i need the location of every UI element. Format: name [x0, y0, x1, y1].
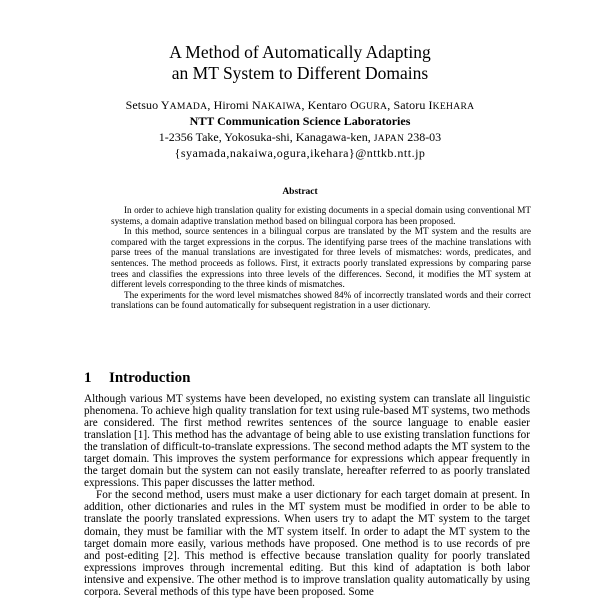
abstract-paragraph: The experiments for the word level mismatches showed 84% of incorrectly translated words and their correct translations can be found automatically for subsequent registration in a user dictionary. — [111, 289, 531, 311]
section-number: 1 — [84, 370, 92, 386]
author: Kentaro OGURA — [307, 98, 388, 112]
section-heading — [84, 370, 190, 387]
author: Hiromi NAKAIWA — [213, 98, 302, 112]
author: Setsuo YAMADA — [125, 98, 208, 112]
author-list: Setsuo YAMADA, Hiromi NAKAIWA, Kentaro OGURA, Satoru IKEHARA — [125, 98, 475, 112]
abstract-body — [111, 205, 531, 311]
address: 1-2356 Take, Yokosuka-shi, Kanagawa-ken, JAPAN 238-03 — [158, 130, 442, 144]
body-paragraph: Although various MT systems have been developed, no existing system can translate all linguistic phenomena. To achieve high quality translation for text using rule-based MT systems, two methods are considered. The first method rewrites sentences of the source language to enable easier translation [1]. This method has the advantage of being able to use existing translation functions for the translation of difficult-to-translate expressions. The second method adapts the MT system to the target domain. This improves the system performance for expressions which appear frequently in the target domain but the system can not easily translate, hereafter referred to as poorly translated expressions. This paper discusses the latter method. — [84, 393, 530, 490]
section-title: Introduction — [109, 370, 191, 386]
body-text — [84, 393, 530, 598]
abstract-paragraph: In this method, source sentences in a bilingual corpus are translated by the MT system and the results are compared with the target expressions in the corpus. The identifying parse trees of the machine translations with parse trees of the manual translations are investigated for three levels of mismatches: words, predicates, and sentences. The method proceeds as follows. First, it extracts poorly translated expressions by comparing parse trees and classifies the expressions into three levels of the differences. Second, it modifies the MT system at different levels corresponding to the three kinds of mismatches. — [111, 226, 531, 290]
author: Satoru IKEHARA — [393, 98, 475, 112]
abstract-heading: Abstract — [282, 187, 318, 197]
title-line-2: an MT System to Different Domains — [171, 63, 429, 83]
affiliation: NTT Communication Science Laboratories — [189, 114, 411, 128]
paper-title — [0, 42, 600, 84]
title-line-1: A Method of Automatically Adapting — [169, 42, 431, 62]
email-address: {syamada,nakaiwa,ogura,ikehara}@nttkb.ntt.jp — [174, 146, 426, 160]
body-paragraph: For the second method, users must make a user dictionary for each target domain at present. In addition, other dictionaries and rules in the MT system must be modified in order to be able to translate the poorly translated expressions. When users try to adapt the MT system to the target domain, they must be familiar with the MT system itself. In order to adapt the MT system to the target domain more easily, various methods have proposed. One method is to use records of pre and post-editing [2]. This method is effective because translation quality for poorly translated expressions improves through incremental editing. But this kind of adaptation is both labor intensive and expensive. The other method is to improve translation quality automatically by using corpora. Several methods of this type have been proposed. Some — [84, 489, 530, 598]
abstract-paragraph: In order to achieve high translation quality for existing documents in a special domain using conventional MT systems, a domain adaptive translation method based on bilingual corpora has been proposed. — [111, 205, 531, 226]
